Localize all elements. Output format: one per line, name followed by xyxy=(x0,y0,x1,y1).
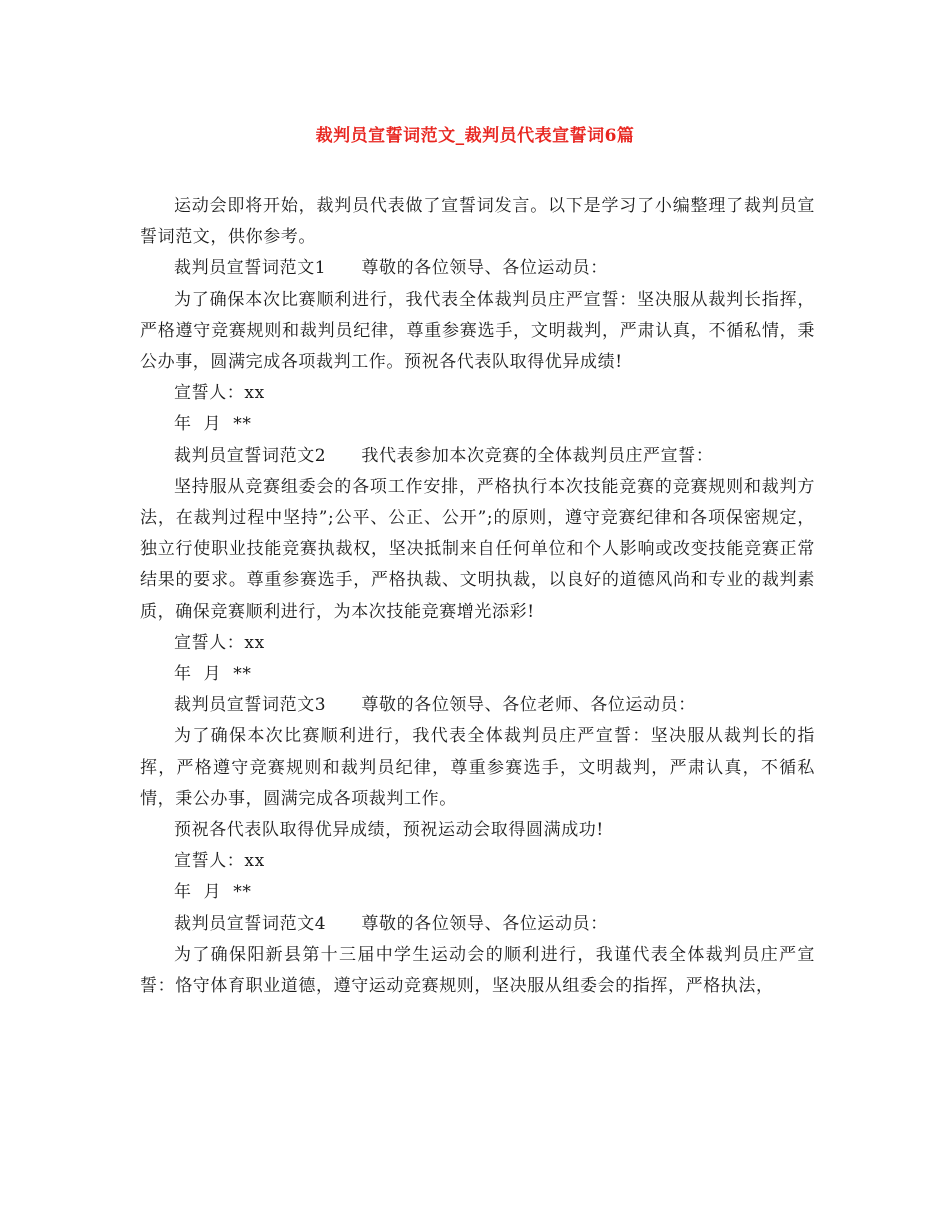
paragraph-date: 年 月 ** xyxy=(174,882,252,903)
paragraph-oath-taker: 宣誓人：xx xyxy=(174,383,265,404)
paragraph-sample-2-oath: 坚持服从竞赛组委会的各项工作安排，严格执行本次技能竞赛的竞赛规则和裁判方法，在裁判过程中坚持”;公平、公正、公开”;的原则，遵守竞赛纪律和各项保密规定，独立行使职业技能竞赛执裁权，坚决抵制来自任何单位和个人影响或改变技能竞赛正常结果的要求。尊重参赛选手，严格执裁、文明执裁，以良好的道德风尚和专业的裁判素质，确保竞赛顺利进行，为本次技能竞赛增光添彩! xyxy=(140,476,815,622)
paragraph-oath-taker: 宣誓人：xx xyxy=(174,851,265,872)
paragraph-sample-3-heading: 裁判员宣誓词范文3 尊敬的各位领导、各位老师、各位运动员： xyxy=(174,695,696,716)
paragraph-intro: 运动会即将开始，裁判员代表做了宣誓词发言。以下是学习了小编整理了裁判员宣誓词范文，供你参考。 xyxy=(140,196,815,248)
paragraph-sample-1-oath: 为了确保本次比赛顺利进行，我代表全体裁判员庄严宣誓：坚决服从裁判长指挥，严格遵守竞赛规则和裁判员纪律，尊重参赛选手，文明裁判，严肃认真，不循私情，秉公办事，圆满完成各项裁判工作。预祝各代表队取得优异成绩! xyxy=(140,289,815,373)
paragraph-sample-4-oath: 为了确保阳新县第十三届中学生运动会的顺利进行，我谨代表全体裁判员庄严宣誓：恪守体育职业道德，遵守运动竞赛规则，坚决服从组委会的指挥，严格执法， xyxy=(140,944,815,997)
paragraph-date: 年 月 ** xyxy=(174,414,252,435)
document-body xyxy=(140,191,815,1002)
paragraph-sample-3-wish: 预祝各代表队取得优异成绩，预祝运动会取得圆满成功! xyxy=(174,820,604,841)
paragraph-sample-3-oath: 为了确保本次比赛顺利进行，我代表全体裁判员庄严宣誓：坚决服从裁判长的指挥，严格遵守竞赛规则和裁判员纪律，尊重参赛选手，文明裁判，严肃认真，不循私情，秉公办事，圆满完成各项裁判工作。 xyxy=(140,726,815,809)
paragraph-sample-2-heading: 裁判员宣誓词范文2 我代表参加本次竞赛的全体裁判员庄严宣誓： xyxy=(174,445,714,466)
paragraph-sample-4-heading: 裁判员宣誓词范文4 尊敬的各位领导、各位运动员： xyxy=(174,913,608,934)
document-title: 裁判员宣誓词范文_裁判员代表宣誓词6篇 xyxy=(315,126,635,146)
paragraph-oath-taker: 宣誓人：xx xyxy=(174,632,265,653)
paragraph-date: 年 月 ** xyxy=(174,664,252,685)
paragraph-sample-1-heading: 裁判员宣誓词范文1 尊敬的各位领导、各位运动员： xyxy=(174,258,608,279)
